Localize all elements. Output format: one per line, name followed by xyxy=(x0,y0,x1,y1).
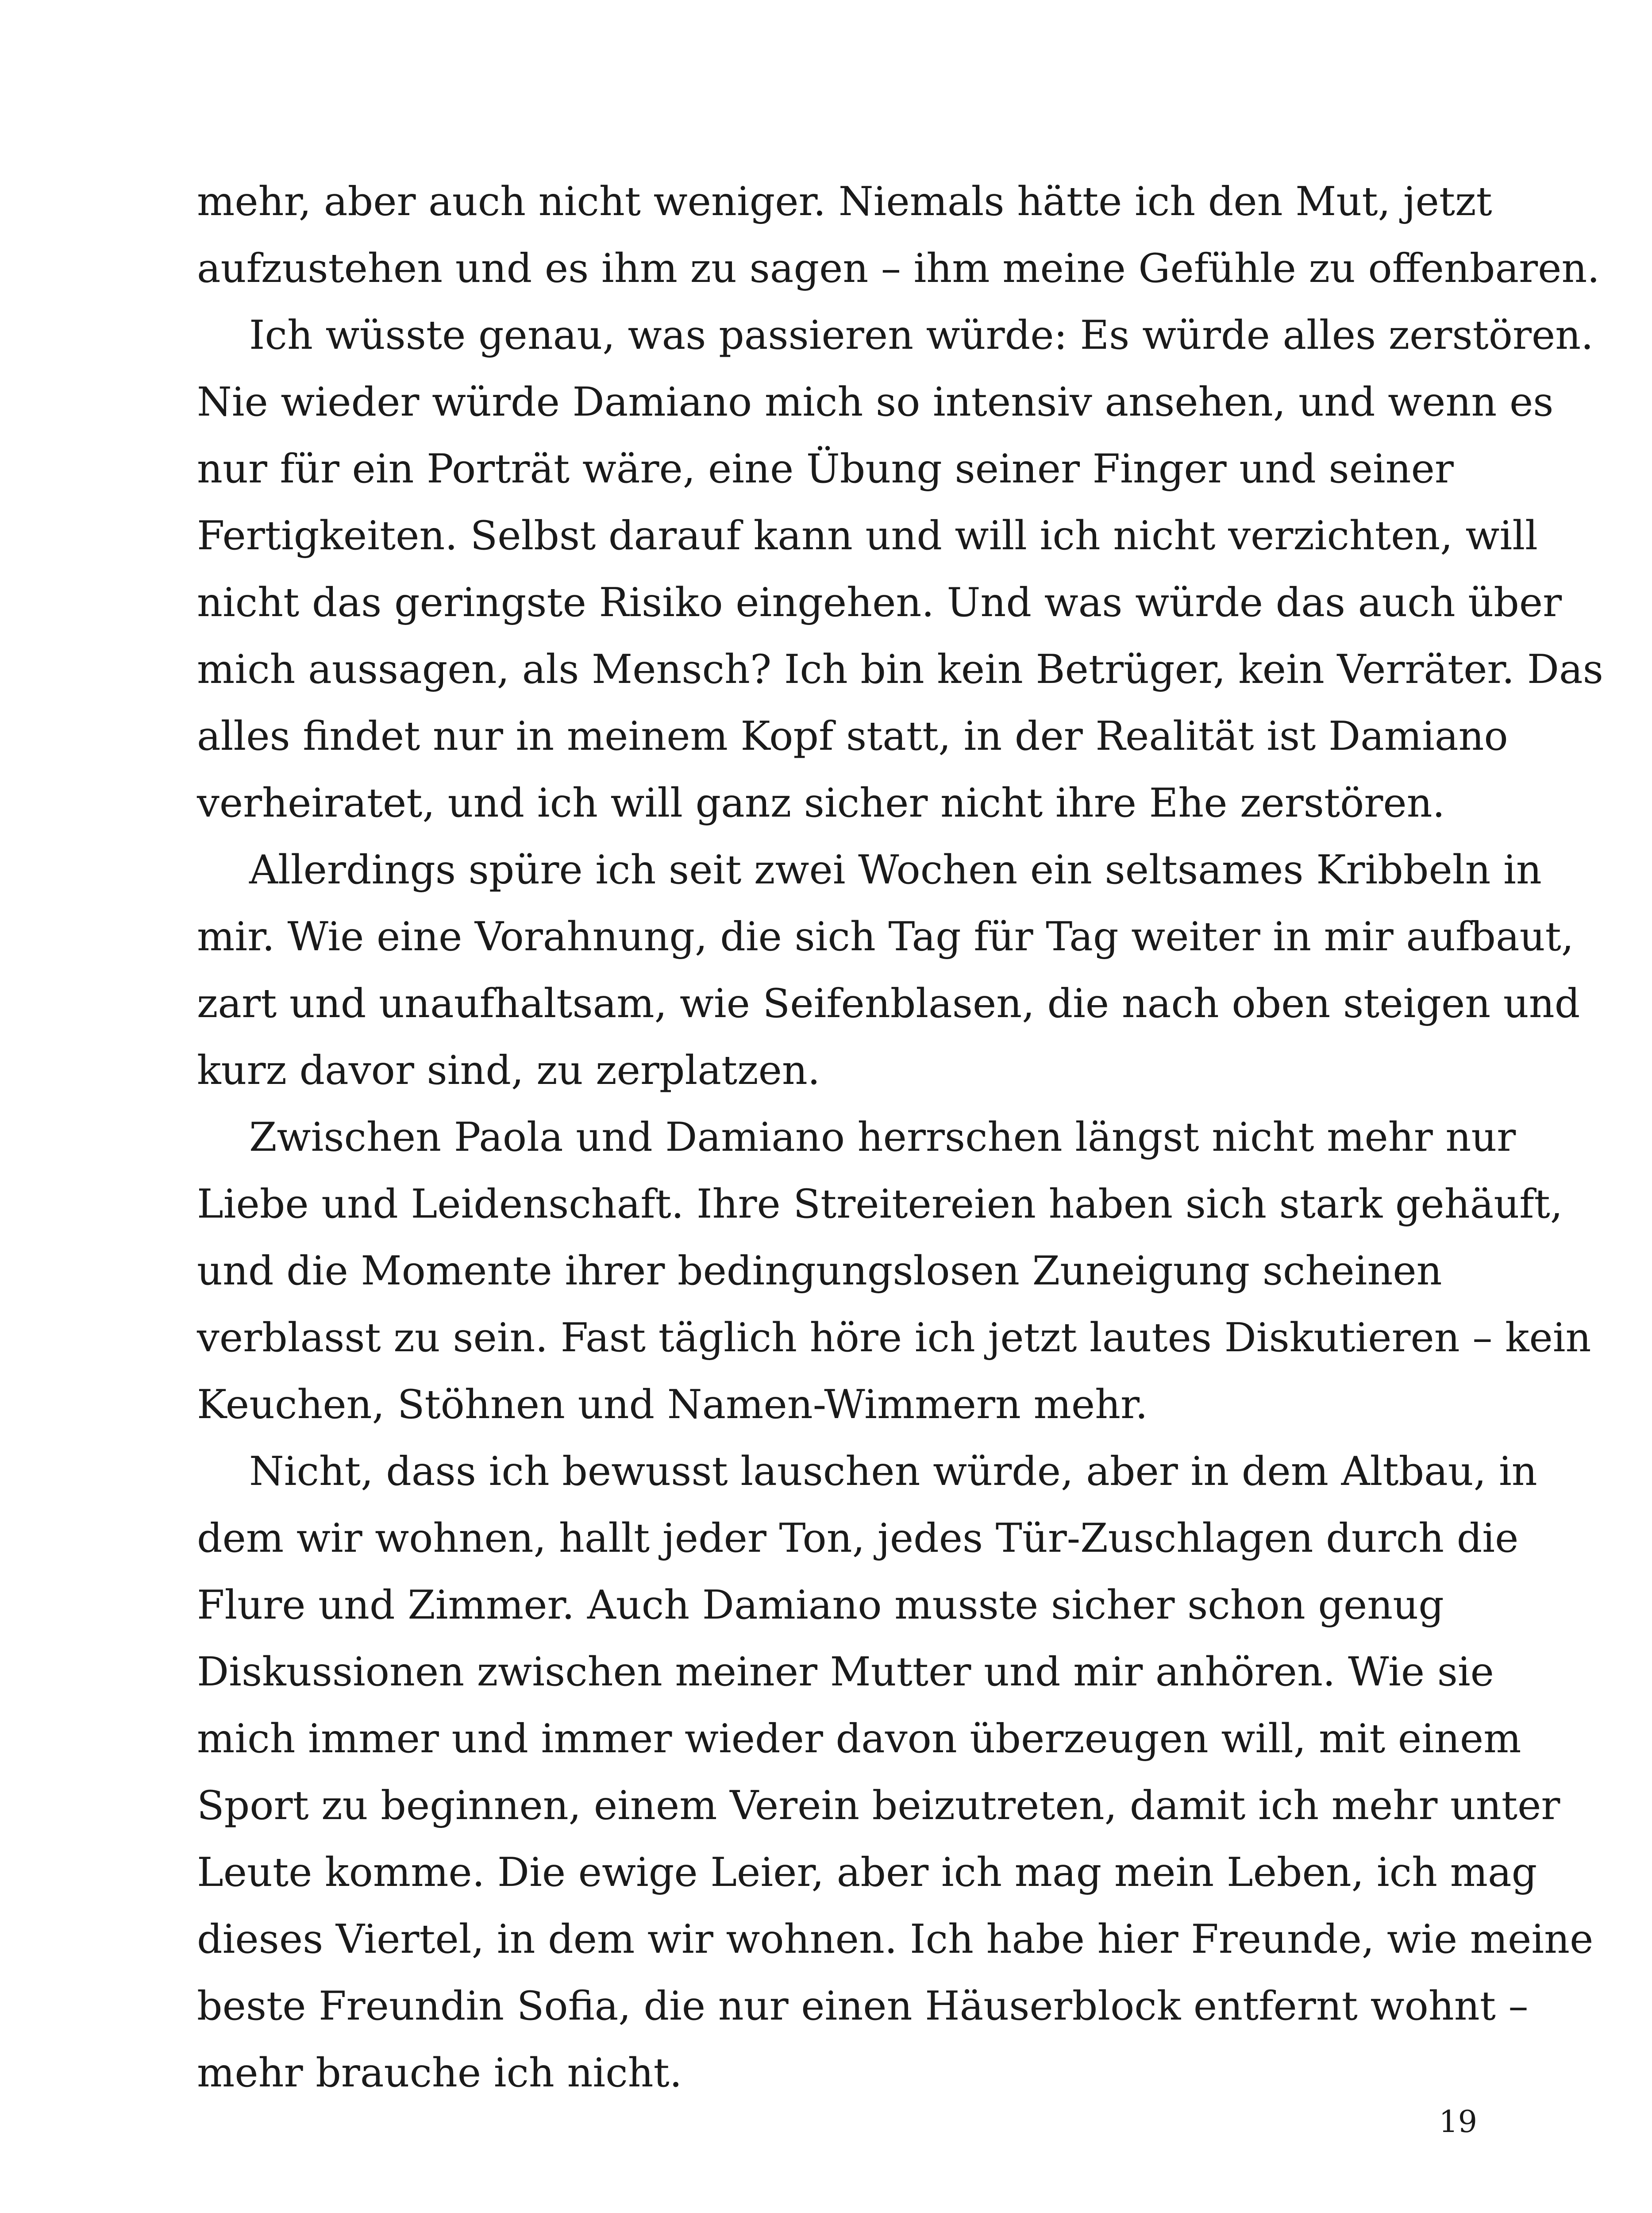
text-line: beste Freundin Sofia, die nur einen Häuserblock entfernt wohnt – xyxy=(197,1983,1529,2029)
text-line: mehr brauche ich nicht. xyxy=(197,2050,682,2096)
text-line: Sport zu beginnen, einem Verein beizutreten, damit ich mehr unter xyxy=(197,1782,1560,1829)
text-line: nicht das geringste Risiko eingehen. Und was würde das auch über xyxy=(197,579,1562,626)
text-line: alles findet nur in meinem Kopf statt, in der Realität ist Damiano xyxy=(197,713,1508,760)
text-line: und die Momente ihrer bedingungslosen Zuneigung scheinen xyxy=(197,1248,1442,1294)
text-line: dem wir wohnen, hallt jeder Ton, jedes Tür-Zuschlagen durch die xyxy=(197,1515,1519,1561)
text-line: Liebe und Leidenschaft. Ihre Streitereien haben sich stark gehäuft, xyxy=(197,1181,1563,1227)
paragraph-first-line: Zwischen Paola und Damiano herrschen längst nicht mehr nur xyxy=(249,1114,1516,1160)
paragraph-first-line: Nicht, dass ich bewusst lauschen würde, aber in dem Altbau, in xyxy=(249,1448,1537,1495)
page-number: 19 xyxy=(1439,2105,1477,2140)
text-line: Flure und Zimmer. Auch Damiano musste sicher schon genug xyxy=(197,1582,1444,1628)
text-line: dieses Viertel, in dem wir wohnen. Ich habe hier Freunde, wie meine xyxy=(197,1916,1594,1962)
text-line: nur für ein Porträt wäre, eine Übung seiner Finger und seiner xyxy=(197,446,1454,492)
body-text xyxy=(197,168,1603,2106)
text-line: aufzustehen und es ihm zu sagen – ihm meine Gefühle zu offenbaren. xyxy=(197,245,1600,292)
text-line: mich aussagen, als Mensch? Ich bin kein Betrüger, kein Verräter. Das xyxy=(197,646,1603,693)
text-line: mich immer und immer wieder davon überzeugen will, mit einem xyxy=(197,1716,1521,1762)
text-line: Nie wieder würde Damiano mich so intensiv ansehen, und wenn es xyxy=(197,379,1554,425)
text-line: kurz davor sind, zu zerplatzen. xyxy=(197,1047,820,1094)
text-line: Leute komme. Die ewige Leier, aber ich mag mein Leben, ich mag xyxy=(197,1849,1537,1896)
text-line: Fertigkeiten. Selbst darauf kann und will ich nicht verzichten, will xyxy=(197,513,1538,559)
text-line: verheiratet, und ich will ganz sicher nicht ihre Ehe zerstören. xyxy=(197,780,1445,826)
text-line: mehr, aber auch nicht weniger. Niemals hätte ich den Mut, jetzt xyxy=(197,178,1492,225)
text-line: mir. Wie eine Vorahnung, die sich Tag für Tag weiter in mir aufbaut, xyxy=(197,914,1574,960)
text-line: Diskussionen zwischen meiner Mutter und mir anhören. Wie sie xyxy=(197,1649,1494,1695)
text-line: verblasst zu sein. Fast täglich höre ich jetzt lautes Diskutieren – kein xyxy=(197,1315,1591,1361)
text-line: zart und unaufhaltsam, wie Seifenblasen, die nach oben steigen und xyxy=(197,980,1580,1027)
paragraph-first-line: Allerdings spüre ich seit zwei Wochen ein seltsames Kribbeln in xyxy=(249,847,1542,893)
paragraph-first-line: Ich wüsste genau, was passieren würde: Es würde alles zerstören. xyxy=(249,312,1594,359)
text-line: Keuchen, Stöhnen und Namen-Wimmern mehr. xyxy=(197,1381,1148,1428)
